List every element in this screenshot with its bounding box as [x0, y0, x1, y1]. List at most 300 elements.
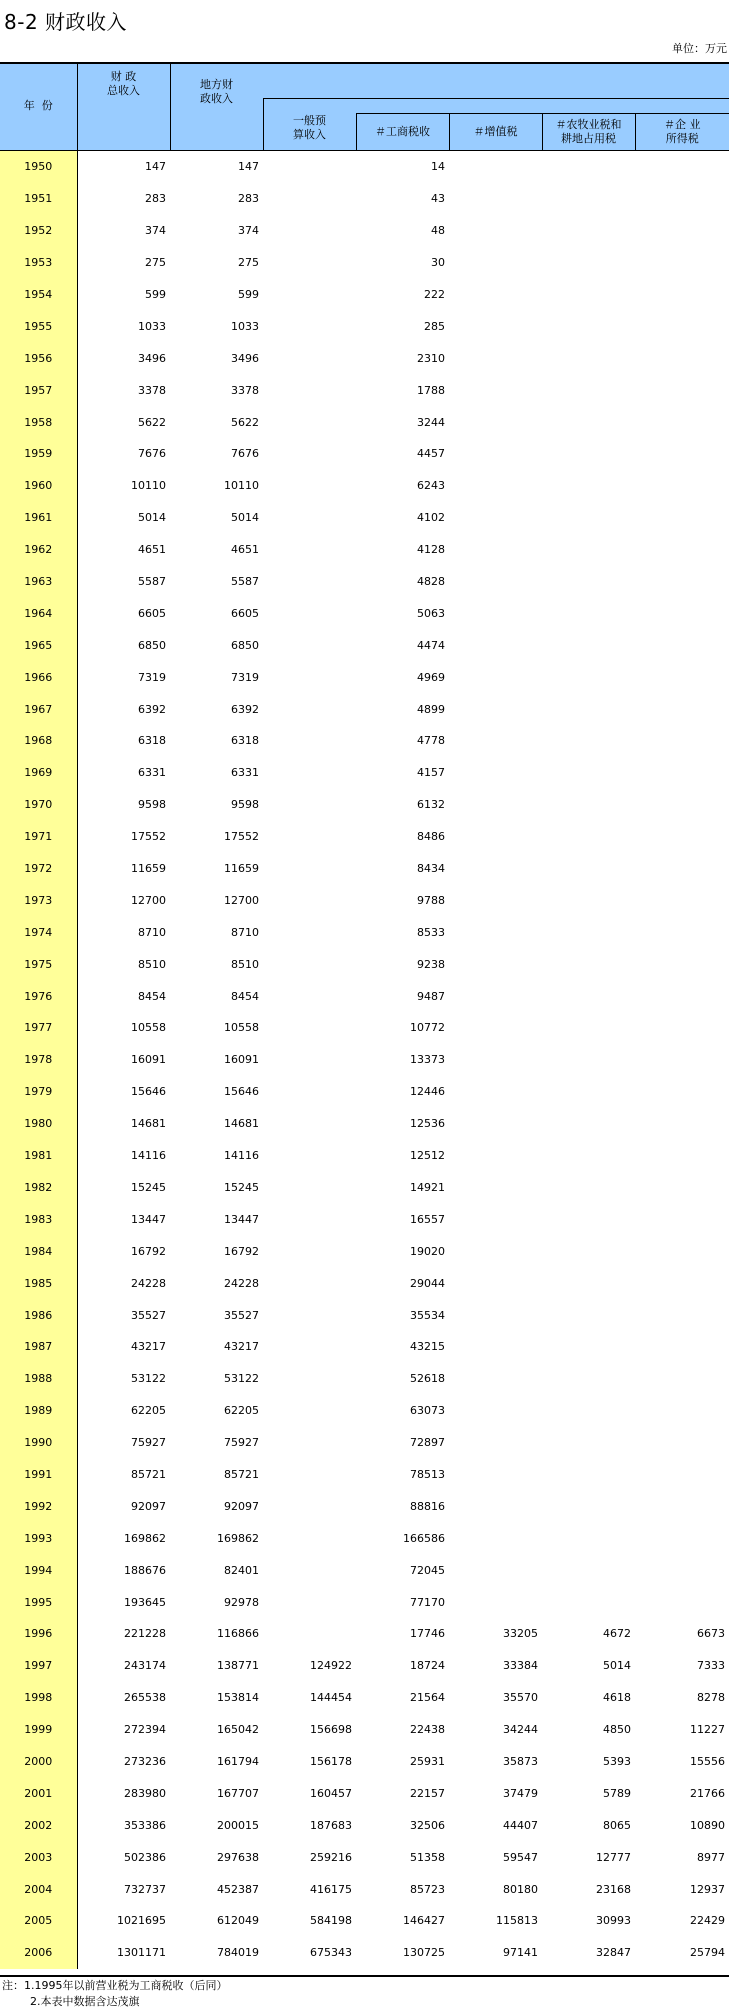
year-cell: 1975 — [0, 948, 77, 980]
value-cell — [635, 1427, 729, 1459]
value-cell: 35534 — [410, 1308, 445, 1322]
value-cell: 8710 — [231, 925, 259, 939]
value-cell: 167707 — [217, 1786, 259, 1800]
year-cell: 1961 — [0, 502, 77, 534]
value-cell: 14 — [431, 160, 445, 174]
value-cell — [542, 629, 635, 661]
value-cell: 6318 — [138, 734, 166, 748]
value-cell: 8710 — [138, 925, 166, 939]
value-cell — [263, 1522, 356, 1554]
table-row — [0, 470, 729, 502]
value-cell — [263, 1012, 356, 1044]
value-cell — [635, 566, 729, 598]
value-cell: 3378 — [138, 383, 166, 397]
value-cell — [542, 884, 635, 916]
value-cell — [263, 1618, 356, 1650]
year-cell: 1981 — [0, 1140, 77, 1172]
year-cell: 2002 — [0, 1809, 77, 1841]
value-cell: 115813 — [496, 1914, 538, 1928]
value-cell: 53122 — [224, 1372, 259, 1386]
value-cell: 32506 — [410, 1818, 445, 1832]
value-cell — [635, 629, 729, 661]
value-cell — [635, 1203, 729, 1235]
value-cell — [635, 151, 729, 183]
year-cell: 1963 — [0, 566, 77, 598]
value-cell — [449, 1044, 542, 1076]
value-cell: 22157 — [410, 1786, 445, 1800]
value-cell: 5789 — [603, 1786, 631, 1800]
value-cell: 59547 — [503, 1850, 538, 1864]
table-row — [0, 661, 729, 693]
value-cell: 62205 — [224, 1404, 259, 1418]
value-cell: 17552 — [224, 830, 259, 844]
value-cell: 272394 — [124, 1723, 166, 1737]
table-row — [0, 693, 729, 725]
year-cell: 1982 — [0, 1172, 77, 1204]
value-cell: 1021695 — [117, 1914, 166, 1928]
table-row — [0, 1905, 729, 1937]
value-cell: 85723 — [410, 1882, 445, 1896]
value-cell — [635, 853, 729, 885]
value-cell: 15245 — [131, 1180, 166, 1194]
value-cell — [542, 470, 635, 502]
value-cell — [449, 406, 542, 438]
value-cell: 283 — [238, 192, 259, 206]
table-row — [0, 884, 729, 916]
value-cell — [263, 342, 356, 374]
year-cell: 1993 — [0, 1522, 77, 1554]
value-cell: 5622 — [231, 415, 259, 429]
value-cell — [542, 661, 635, 693]
value-cell: 4828 — [417, 575, 445, 589]
value-cell — [449, 1554, 542, 1586]
value-cell: 16091 — [131, 1053, 166, 1067]
value-cell: 116866 — [217, 1627, 259, 1641]
value-cell — [449, 1140, 542, 1172]
value-cell — [449, 1012, 542, 1044]
table-body — [0, 151, 729, 1969]
value-cell: 599 — [238, 288, 259, 301]
table-row — [0, 1427, 729, 1459]
value-cell: 18724 — [410, 1659, 445, 1673]
value-cell: 32847 — [596, 1946, 631, 1960]
value-cell: 92097 — [131, 1499, 166, 1513]
value-cell — [449, 1331, 542, 1363]
value-cell: 10558 — [224, 1021, 259, 1035]
value-cell — [449, 948, 542, 980]
value-cell: 72045 — [410, 1563, 445, 1577]
value-cell — [263, 247, 356, 279]
table-row — [0, 1012, 729, 1044]
header-corp: ＃企 业 所得税 — [635, 114, 729, 151]
value-cell — [635, 342, 729, 374]
value-cell: 14681 — [224, 1117, 259, 1131]
table-row — [0, 1841, 729, 1873]
value-cell — [635, 1044, 729, 1076]
value-cell — [263, 597, 356, 629]
value-cell: 138771 — [217, 1659, 259, 1673]
value-cell — [449, 629, 542, 661]
value-cell — [542, 1490, 635, 1522]
value-cell — [263, 374, 356, 406]
value-cell: 147 — [145, 160, 166, 174]
value-cell: 43215 — [410, 1340, 445, 1354]
value-cell: 4651 — [138, 543, 166, 557]
value-cell: 13447 — [131, 1212, 166, 1226]
year-cell: 1978 — [0, 1044, 77, 1076]
value-cell — [263, 916, 356, 948]
value-cell: 675343 — [310, 1946, 352, 1960]
value-cell — [635, 247, 729, 279]
value-cell: 612049 — [217, 1914, 259, 1928]
value-cell: 16557 — [410, 1212, 445, 1226]
value-cell — [542, 853, 635, 885]
value-cell — [449, 916, 542, 948]
table-row — [0, 342, 729, 374]
value-cell: 8065 — [603, 1818, 631, 1832]
value-cell: 12512 — [410, 1149, 445, 1163]
value-cell — [635, 215, 729, 247]
value-cell — [263, 1140, 356, 1172]
year-cell: 1976 — [0, 980, 77, 1012]
table-row — [0, 438, 729, 470]
value-cell — [542, 1363, 635, 1395]
value-cell — [449, 725, 542, 757]
unit-label: 单位：万元 — [672, 42, 727, 55]
value-cell: 7676 — [231, 447, 259, 461]
value-cell: 17746 — [410, 1627, 445, 1641]
value-cell: 8434 — [417, 862, 445, 876]
value-cell — [263, 1395, 356, 1427]
table-row — [0, 1618, 729, 1650]
value-cell — [542, 757, 635, 789]
year-cell: 1984 — [0, 1235, 77, 1267]
value-cell: 4969 — [417, 670, 445, 684]
value-cell: 14116 — [224, 1149, 259, 1163]
value-cell — [449, 1172, 542, 1204]
value-cell: 8533 — [417, 925, 445, 939]
value-cell — [542, 725, 635, 757]
value-cell: 8454 — [231, 989, 259, 1003]
value-cell — [263, 948, 356, 980]
value-cell: 2310 — [417, 351, 445, 365]
value-cell: 35873 — [503, 1754, 538, 1768]
value-cell: 193645 — [124, 1595, 166, 1609]
value-cell: 30993 — [596, 1914, 631, 1928]
value-cell: 10110 — [131, 479, 166, 493]
value-cell: 14921 — [410, 1180, 445, 1194]
value-cell: 19020 — [410, 1244, 445, 1258]
table-row — [0, 725, 729, 757]
value-cell: 10772 — [410, 1021, 445, 1035]
value-cell: 1033 — [138, 319, 166, 333]
value-cell: 283980 — [124, 1786, 166, 1800]
value-cell — [449, 151, 542, 183]
value-cell: 14681 — [131, 1117, 166, 1131]
table-row — [0, 310, 729, 342]
value-cell: 3496 — [231, 351, 259, 365]
value-cell: 5014 — [603, 1659, 631, 1673]
value-cell: 4651 — [231, 543, 259, 557]
value-cell — [263, 884, 356, 916]
value-cell — [263, 693, 356, 725]
year-cell: 1991 — [0, 1459, 77, 1491]
note-2: 2.本表中数据含达茂旗 — [30, 1995, 140, 2008]
value-cell: 165042 — [217, 1723, 259, 1737]
value-cell: 156178 — [310, 1754, 352, 1768]
value-cell — [542, 374, 635, 406]
year-cell: 2001 — [0, 1777, 77, 1809]
year-cell: 1971 — [0, 821, 77, 853]
year-cell: 2006 — [0, 1937, 77, 1969]
value-cell — [635, 183, 729, 215]
value-cell — [635, 1522, 729, 1554]
value-cell — [542, 980, 635, 1012]
value-cell: 12700 — [224, 893, 259, 907]
value-cell: 8486 — [417, 830, 445, 844]
value-cell: 25794 — [690, 1946, 725, 1960]
year-cell: 1988 — [0, 1363, 77, 1395]
value-cell: 80180 — [503, 1882, 538, 1896]
value-cell: 6243 — [417, 479, 445, 493]
table-row — [0, 247, 729, 279]
page-title: 8-2 财政收入 — [4, 10, 128, 34]
value-cell: 7319 — [231, 670, 259, 684]
value-cell — [542, 502, 635, 534]
value-cell — [263, 1235, 356, 1267]
value-cell — [542, 693, 635, 725]
table-row — [0, 534, 729, 566]
table-row — [0, 151, 729, 183]
value-cell: 285 — [424, 319, 445, 333]
value-cell — [542, 789, 635, 821]
value-cell: 15245 — [224, 1180, 259, 1194]
header-agri: ＃农牧业税和 耕地占用税 — [542, 114, 635, 151]
value-cell — [263, 1554, 356, 1586]
value-cell — [635, 789, 729, 821]
value-cell: 52618 — [410, 1372, 445, 1386]
table-row — [0, 1044, 729, 1076]
value-cell — [542, 1012, 635, 1044]
year-cell: 1968 — [0, 725, 77, 757]
year-cell: 1959 — [0, 438, 77, 470]
value-cell: 146427 — [403, 1914, 445, 1928]
value-cell — [449, 215, 542, 247]
value-cell — [449, 1522, 542, 1554]
table-row — [0, 916, 729, 948]
value-cell: 34244 — [503, 1723, 538, 1737]
value-cell: 8278 — [697, 1691, 725, 1705]
value-cell — [542, 916, 635, 948]
value-cell — [263, 980, 356, 1012]
table-row — [0, 757, 729, 789]
value-cell: 200015 — [217, 1818, 259, 1832]
value-cell: 11659 — [224, 862, 259, 876]
value-cell — [449, 884, 542, 916]
value-cell — [542, 1299, 635, 1331]
value-cell: 6850 — [231, 638, 259, 652]
value-cell — [263, 1108, 356, 1140]
value-cell — [635, 1108, 729, 1140]
table-row — [0, 1203, 729, 1235]
value-cell — [635, 661, 729, 693]
value-cell: 6605 — [138, 606, 166, 620]
value-cell: 1033 — [231, 319, 259, 333]
value-cell: 22438 — [410, 1723, 445, 1737]
year-cell: 1997 — [0, 1650, 77, 1682]
table-row — [0, 1172, 729, 1204]
year-cell: 1950 — [0, 151, 77, 183]
value-cell: 144454 — [310, 1691, 352, 1705]
value-cell — [635, 693, 729, 725]
value-cell — [263, 151, 356, 183]
value-cell — [263, 1267, 356, 1299]
value-cell: 9788 — [417, 893, 445, 907]
value-cell — [542, 279, 635, 311]
value-cell: 4128 — [417, 543, 445, 557]
value-cell: 25931 — [410, 1754, 445, 1768]
value-cell — [263, 757, 356, 789]
table-row — [0, 215, 729, 247]
value-cell: 8510 — [138, 957, 166, 971]
value-cell: 4102 — [417, 511, 445, 525]
year-cell: 1957 — [0, 374, 77, 406]
value-cell — [635, 916, 729, 948]
value-cell: 33205 — [503, 1627, 538, 1641]
value-cell: 43 — [431, 192, 445, 206]
table-row — [0, 1650, 729, 1682]
value-cell — [635, 1554, 729, 1586]
value-cell: 85721 — [131, 1467, 166, 1481]
value-cell — [263, 502, 356, 534]
year-cell: 1955 — [0, 310, 77, 342]
value-cell — [449, 597, 542, 629]
value-cell: 16792 — [224, 1244, 259, 1258]
value-cell — [542, 1395, 635, 1427]
value-cell: 1301171 — [117, 1946, 166, 1960]
value-cell: 4157 — [417, 766, 445, 780]
value-cell: 7676 — [138, 447, 166, 461]
value-cell — [449, 1299, 542, 1331]
value-cell: 97141 — [503, 1946, 538, 1960]
value-cell — [263, 629, 356, 661]
value-cell — [449, 247, 542, 279]
value-cell: 6318 — [231, 734, 259, 748]
value-cell: 35527 — [224, 1308, 259, 1322]
value-cell: 7333 — [697, 1659, 725, 1673]
table-row — [0, 1459, 729, 1491]
year-cell: 1992 — [0, 1490, 77, 1522]
value-cell: 161794 — [217, 1754, 259, 1768]
value-cell: 12700 — [131, 893, 166, 907]
value-cell: 222 — [424, 288, 445, 301]
value-cell — [635, 1012, 729, 1044]
value-cell — [542, 821, 635, 853]
value-cell — [449, 757, 542, 789]
table-row — [0, 1267, 729, 1299]
value-cell — [263, 566, 356, 598]
value-cell — [542, 1140, 635, 1172]
year-cell: 1953 — [0, 247, 77, 279]
year-cell: 1999 — [0, 1714, 77, 1746]
value-cell — [263, 789, 356, 821]
year-cell: 1958 — [0, 406, 77, 438]
value-cell — [635, 279, 729, 311]
table-row — [0, 1140, 729, 1172]
value-cell — [449, 1076, 542, 1108]
year-cell: 1970 — [0, 789, 77, 821]
value-cell — [542, 438, 635, 470]
value-cell: 156698 — [310, 1723, 352, 1737]
year-cell: 1962 — [0, 534, 77, 566]
table-bottom-rule — [0, 1975, 729, 1977]
table-row — [0, 1937, 729, 1969]
value-cell — [542, 1172, 635, 1204]
value-cell — [635, 1076, 729, 1108]
value-cell: 283 — [145, 192, 166, 206]
value-cell: 75927 — [224, 1436, 259, 1450]
value-cell — [449, 566, 542, 598]
value-cell — [542, 1459, 635, 1491]
value-cell — [263, 406, 356, 438]
year-cell: 2004 — [0, 1873, 77, 1905]
value-cell: 75927 — [131, 1436, 166, 1450]
value-cell: 6605 — [231, 606, 259, 620]
value-cell — [449, 470, 542, 502]
value-cell — [449, 693, 542, 725]
value-cell — [449, 279, 542, 311]
value-cell: 502386 — [124, 1850, 166, 1864]
value-cell — [263, 1427, 356, 1459]
value-cell — [263, 1299, 356, 1331]
value-cell — [449, 310, 542, 342]
header-vat: ＃增值税 — [449, 114, 542, 151]
value-cell — [542, 215, 635, 247]
value-cell — [635, 1140, 729, 1172]
value-cell: 24228 — [224, 1276, 259, 1290]
header-total: 财 政 总收入 — [77, 62, 170, 114]
value-cell — [263, 183, 356, 215]
value-cell: 43217 — [131, 1340, 166, 1354]
year-cell: 1973 — [0, 884, 77, 916]
value-cell — [449, 661, 542, 693]
value-cell — [449, 1427, 542, 1459]
value-cell: 12536 — [410, 1117, 445, 1131]
value-cell: 124922 — [310, 1659, 352, 1673]
value-cell: 62205 — [131, 1404, 166, 1418]
year-cell: 1964 — [0, 597, 77, 629]
value-cell — [635, 980, 729, 1012]
year-cell: 1996 — [0, 1618, 77, 1650]
value-cell — [635, 534, 729, 566]
value-cell — [263, 1586, 356, 1618]
table-row — [0, 853, 729, 885]
value-cell: 7319 — [138, 670, 166, 684]
value-cell — [542, 1427, 635, 1459]
revenue-table — [0, 62, 729, 1969]
value-cell — [449, 853, 542, 885]
value-cell: 273236 — [124, 1754, 166, 1768]
year-cell: 2000 — [0, 1746, 77, 1778]
value-cell: 12777 — [596, 1850, 631, 1864]
value-cell — [449, 789, 542, 821]
value-cell — [263, 215, 356, 247]
value-cell — [449, 183, 542, 215]
table-row — [0, 1554, 729, 1586]
value-cell: 1788 — [417, 383, 445, 397]
table-row — [0, 1714, 729, 1746]
value-cell: 92097 — [224, 1499, 259, 1513]
